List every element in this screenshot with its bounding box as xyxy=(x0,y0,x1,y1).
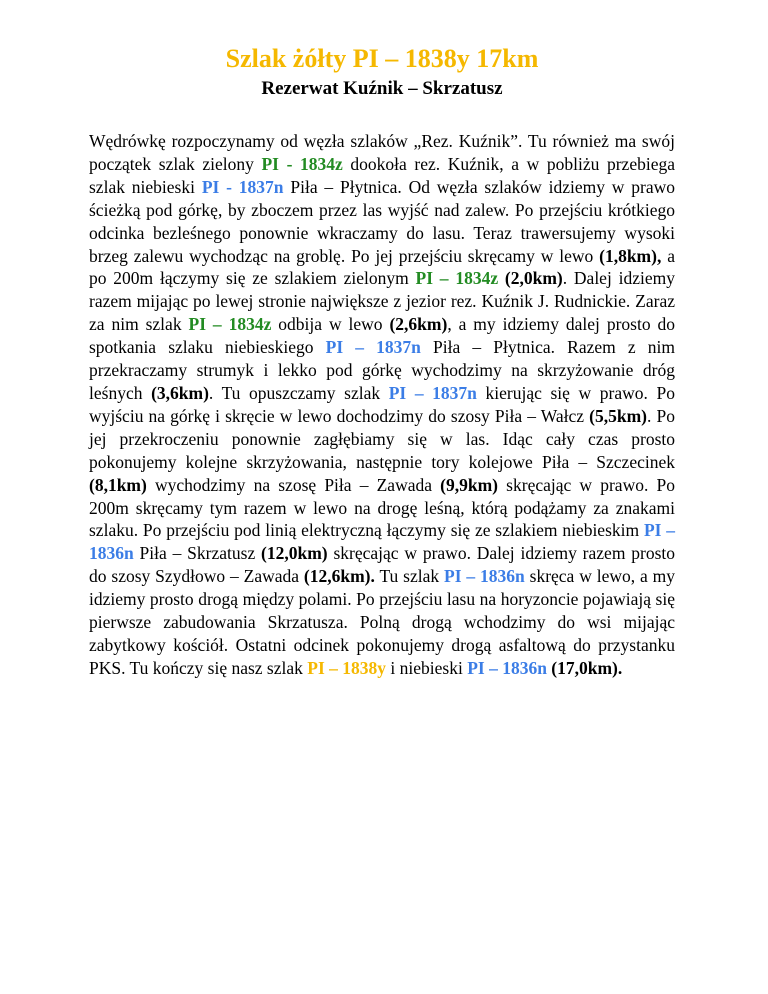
text-run: wychodzimy na szosę Piła – Zawada xyxy=(146,474,441,495)
trail-code-blue: PI – 1837n xyxy=(325,337,421,358)
distance-marker: (8,1km) xyxy=(89,474,147,495)
trail-code-blue: PI – 1836n xyxy=(89,520,676,564)
trail-code-blue: PI – 1837n xyxy=(388,382,477,403)
text-run: skręcając w prawo. Dalej idziemy razem prosto do szosy Szydłowo – Zawada xyxy=(89,543,675,587)
text-run: odbija w lewo xyxy=(271,314,390,335)
trail-code-blue: PI – 1836n xyxy=(444,566,525,587)
trail-code-green: PI – 1834z xyxy=(415,268,499,289)
text-run: Wędrówkę rozpoczynamy od węzła szlaków „Rez. Kuźnik”. Tu również ma swój początek szlak zielony xyxy=(89,131,675,174)
text-run: dookoła rez. Kuźnik, a w pobliżu przebiega szlak niebieski xyxy=(89,153,675,197)
page-subtitle: Rezerwat Kuźnik – Skrzatusz xyxy=(261,78,503,99)
text-run: Piła – Płytnica. Od węzła szlaków idziemy w prawo ścieżką pod górkę, by zboczem przez las wyjść nad zalew. Po przejściu krótkiego odcinka bezleśnego ponownie wkraczamy do lasu. Teraz trawersujemy wysoki brzeg zalewu wychodząc na groblę. Po jej przejściu skręcamy w lewo xyxy=(89,176,676,266)
text-run: skręcając w prawo. Po 200m skręcamy tym razem w lewo na drogę leśną, którą podążamy za znakami szlaku. Po przejściu pod linią elektryczną łączymy się ze szlakiem niebieskim xyxy=(89,474,675,541)
distance-marker: (2,6km) xyxy=(389,314,448,335)
document-page xyxy=(89,42,675,680)
text-run: kierując się w prawo. Po wyjściu na górkę i skręcie w lewo dochodzimy do szosy Piła – Wałcz xyxy=(89,382,675,426)
text-run: i niebieski xyxy=(386,657,468,678)
text-run: skręca w lewo, a my idziemy prosto drogą między polami. Po przejściu lasu na horyzoncie pojawiają się pierwsze zabudowania Skrzatusza. Polną drogą wchodzimy do wsi mijając zabytkowy kościół. Ostatni odcinek pokonujemy drogą asfaltową do przystanku PKS. Tu kończy się nasz szlak xyxy=(89,566,675,678)
distance-marker: (1,8km), xyxy=(599,245,662,266)
trail-code-blue: PI – 1836n xyxy=(467,657,547,678)
trail-code-green: PI - 1834z xyxy=(261,153,343,174)
text-run: , a my idziemy dalej prosto do spotkania szlaku niebieskiego xyxy=(89,314,675,358)
trail-code-green: PI – 1834z xyxy=(188,314,272,335)
distance-marker: (17,0km). xyxy=(551,657,623,678)
trail-description xyxy=(89,130,675,680)
text-run: a po 200m łączymy się ze szlakiem zielonym xyxy=(89,245,675,289)
distance-marker: (3,6km) xyxy=(151,382,209,403)
text-run: Piła – Płytnica. Razem z nim przekraczamy strumyk i lekko pod górkę wychodzimy na skrzyżowanie dróg leśnych xyxy=(89,337,676,403)
text-run: Tu szlak xyxy=(374,566,444,587)
distance-marker: (12,0km) xyxy=(261,543,328,564)
trail-code-yellow: PI – 1838y xyxy=(307,657,387,678)
page-title: Szlak żółty PI – 1838y 17km xyxy=(225,44,539,73)
text-run: Piła – Skrzatusz xyxy=(133,543,262,564)
text-run xyxy=(498,268,505,288)
text-run: . Tu opuszczamy szlak xyxy=(208,382,389,403)
text-run: . Po jej przekroczeniu ponownie zagłębiamy się w las. Idąc cały czas prosto pokonujemy kolejne skrzyżowania, następnie tory kolejowe Piła – Szczecinek xyxy=(89,405,675,472)
distance-marker: (5,5km) xyxy=(589,405,648,426)
text-run: . Dalej idziemy razem mijając po lewej stronie największe z jezior rez. Kuźnik J. Rudnickie. Zaraz za nim szlak xyxy=(89,268,675,335)
distance-marker: (9,9km) xyxy=(440,474,499,495)
trail-code-blue: PI - 1837n xyxy=(201,176,284,197)
distance-marker: (2,0km) xyxy=(504,268,563,289)
distance-marker: (12,6km). xyxy=(303,566,375,587)
